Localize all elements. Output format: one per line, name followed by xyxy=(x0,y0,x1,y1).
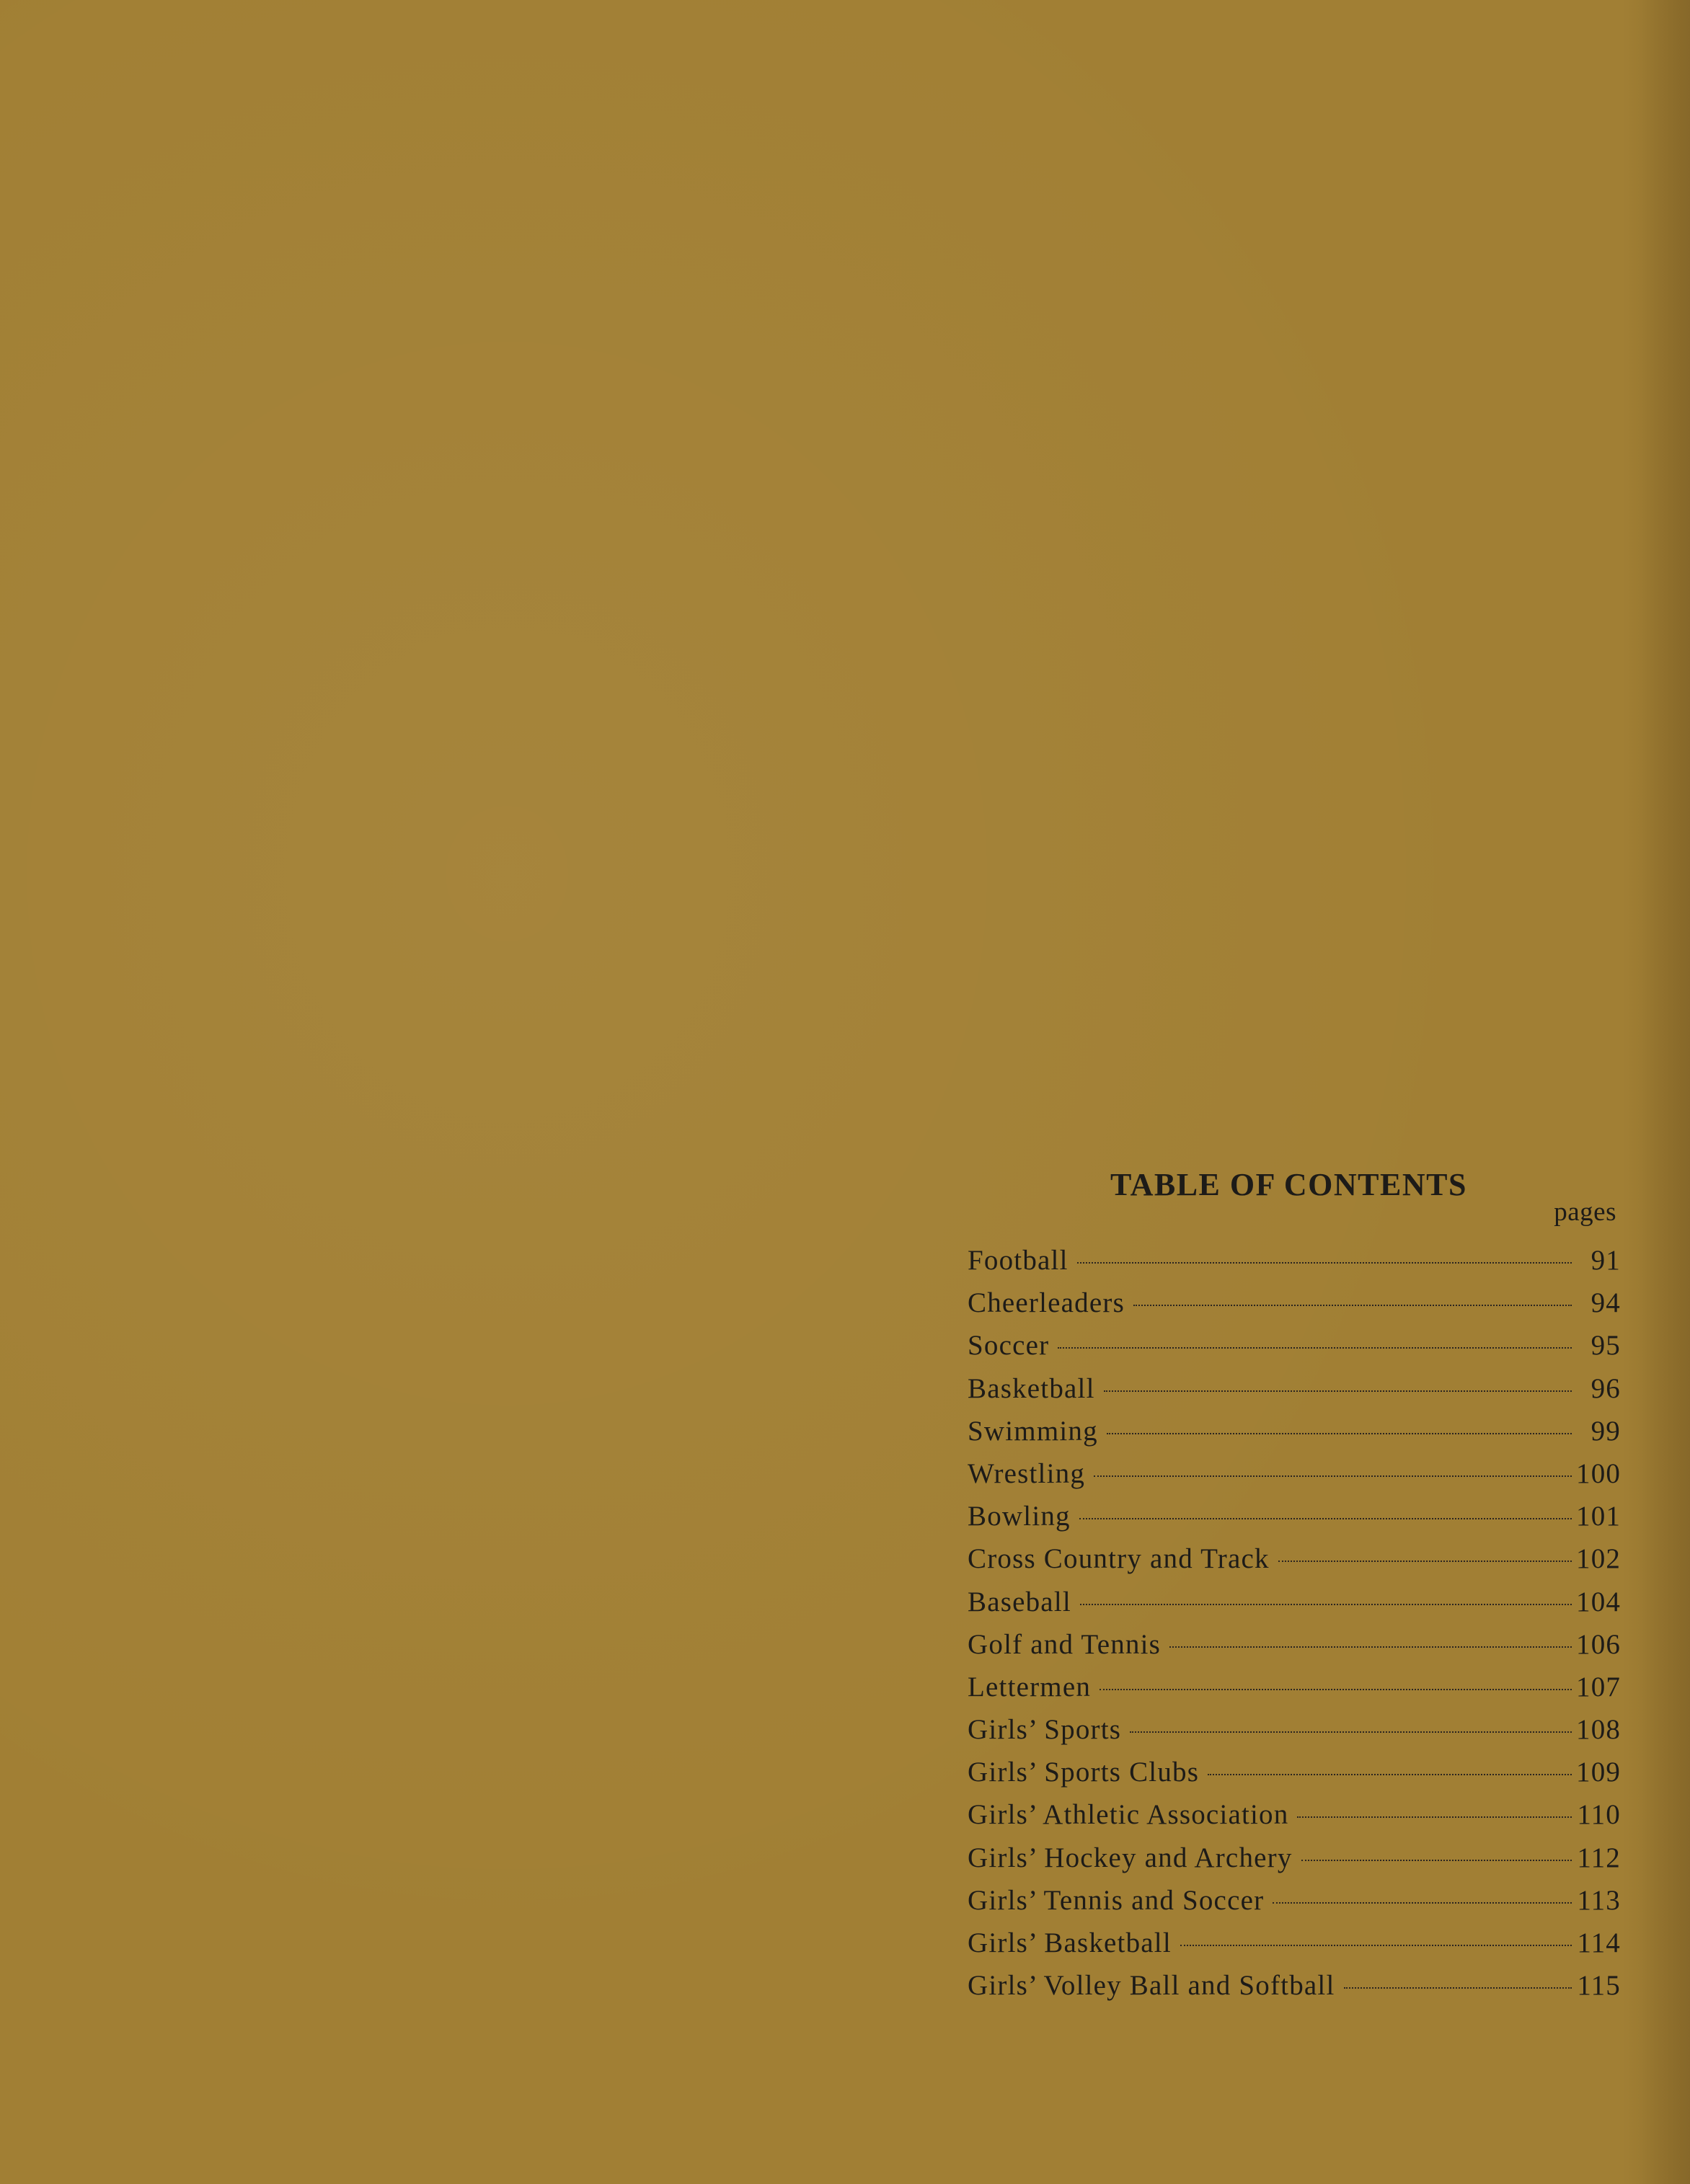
toc-entry xyxy=(968,1287,1621,1329)
dot-leader xyxy=(1104,1390,1572,1392)
toc-entry xyxy=(968,1457,1621,1500)
toc-entry-page: 101 xyxy=(1576,1501,1622,1532)
toc-entry-title: Cheerleaders xyxy=(968,1287,1125,1319)
toc-entry-title: Bowling xyxy=(968,1501,1071,1532)
toc-entry-page: 113 xyxy=(1577,1884,1621,1916)
toc-entry xyxy=(968,1756,1621,1798)
toc-entry-page: 112 xyxy=(1577,1842,1621,1873)
toc-entry xyxy=(968,1671,1621,1713)
dot-leader xyxy=(1094,1475,1572,1477)
page-edge-shadow xyxy=(1640,0,1690,2184)
toc-entry xyxy=(968,1586,1621,1628)
toc-entry-page: 107 xyxy=(1576,1671,1622,1703)
dot-leader xyxy=(1180,1945,1572,1946)
toc-entry-page: 94 xyxy=(1591,1287,1621,1319)
dot-leader xyxy=(1130,1731,1572,1733)
toc-entry-page: 109 xyxy=(1576,1757,1622,1788)
toc-entry-title: Girls’ Hockey and Archery xyxy=(968,1842,1293,1873)
toc-entry xyxy=(968,1969,1621,2012)
toc-entry-title: Lettermen xyxy=(968,1671,1092,1703)
dot-leader xyxy=(1301,1860,1572,1861)
dot-leader xyxy=(1077,1262,1572,1264)
dot-leader xyxy=(1169,1646,1572,1648)
toc-entry-title: Girls’ Volley Ball and Softball xyxy=(968,1970,1335,2002)
toc-entry xyxy=(968,1372,1621,1415)
dot-leader xyxy=(1058,1347,1572,1349)
toc-entry xyxy=(968,1542,1621,1585)
toc-entry-page: 95 xyxy=(1591,1330,1621,1362)
dot-leader xyxy=(1278,1561,1572,1562)
toc-entry-page: 108 xyxy=(1576,1714,1622,1746)
toc-entry xyxy=(968,1329,1621,1372)
toc-entry-title: Baseball xyxy=(968,1586,1071,1617)
toc-entry xyxy=(968,1842,1621,1884)
toc-entry-page: 110 xyxy=(1577,1799,1621,1831)
toc-entry-title: Girls’ Athletic Association xyxy=(968,1799,1289,1831)
toc-entry-title: Soccer xyxy=(968,1330,1050,1362)
dot-leader xyxy=(1273,1902,1572,1904)
dot-leader xyxy=(1080,1604,1572,1605)
toc-entry-title: Football xyxy=(968,1245,1069,1276)
toc-entry-title: Girls’ Sports Clubs xyxy=(968,1757,1200,1788)
toc-entry-page: 91 xyxy=(1591,1245,1621,1276)
dot-leader xyxy=(1297,1816,1572,1818)
dot-leader xyxy=(1107,1433,1572,1434)
toc-entry-title: Basketball xyxy=(968,1372,1095,1404)
toc-entry-title: Swimming xyxy=(968,1415,1098,1447)
toc-title: TABLE OF CONTENTS xyxy=(1110,1167,1467,1202)
toc-entry-page: 96 xyxy=(1591,1372,1621,1404)
toc-entry xyxy=(968,1415,1621,1457)
toc-entry-page: 115 xyxy=(1577,1970,1621,2002)
toc-entry-page: 102 xyxy=(1576,1543,1622,1575)
toc-entry-page: 104 xyxy=(1576,1586,1622,1617)
toc-entry-title: Girls’ Tennis and Soccer xyxy=(968,1884,1265,1916)
toc-entry-page: 114 xyxy=(1577,1927,1621,1958)
toc-entry-title: Girls’ Sports xyxy=(968,1714,1122,1746)
dot-leader xyxy=(1100,1689,1572,1690)
toc-entry xyxy=(968,1244,1621,1287)
toc-pages-label: pages xyxy=(1554,1197,1616,1227)
dot-leader xyxy=(1208,1774,1572,1775)
toc-entry-page: 106 xyxy=(1576,1628,1622,1660)
toc-list xyxy=(968,1244,1621,2012)
toc-entry-title: Girls’ Basketball xyxy=(968,1927,1172,1958)
dot-leader xyxy=(1079,1518,1572,1519)
toc-entry xyxy=(968,1927,1621,1969)
dot-leader xyxy=(1133,1305,1572,1306)
toc-entry-title: Wrestling xyxy=(968,1457,1086,1489)
toc-entry xyxy=(968,1628,1621,1671)
toc-entry xyxy=(968,1884,1621,1927)
toc-entry xyxy=(968,1713,1621,1756)
toc-entry-title: Cross Country and Track xyxy=(968,1543,1270,1575)
toc-entry-title: Golf and Tennis xyxy=(968,1628,1162,1660)
toc-entry xyxy=(968,1500,1621,1542)
toc-entry-page: 99 xyxy=(1591,1415,1621,1447)
toc-entry xyxy=(968,1798,1621,1841)
toc-entry-page: 100 xyxy=(1576,1457,1622,1489)
dot-leader xyxy=(1344,1987,1572,1989)
